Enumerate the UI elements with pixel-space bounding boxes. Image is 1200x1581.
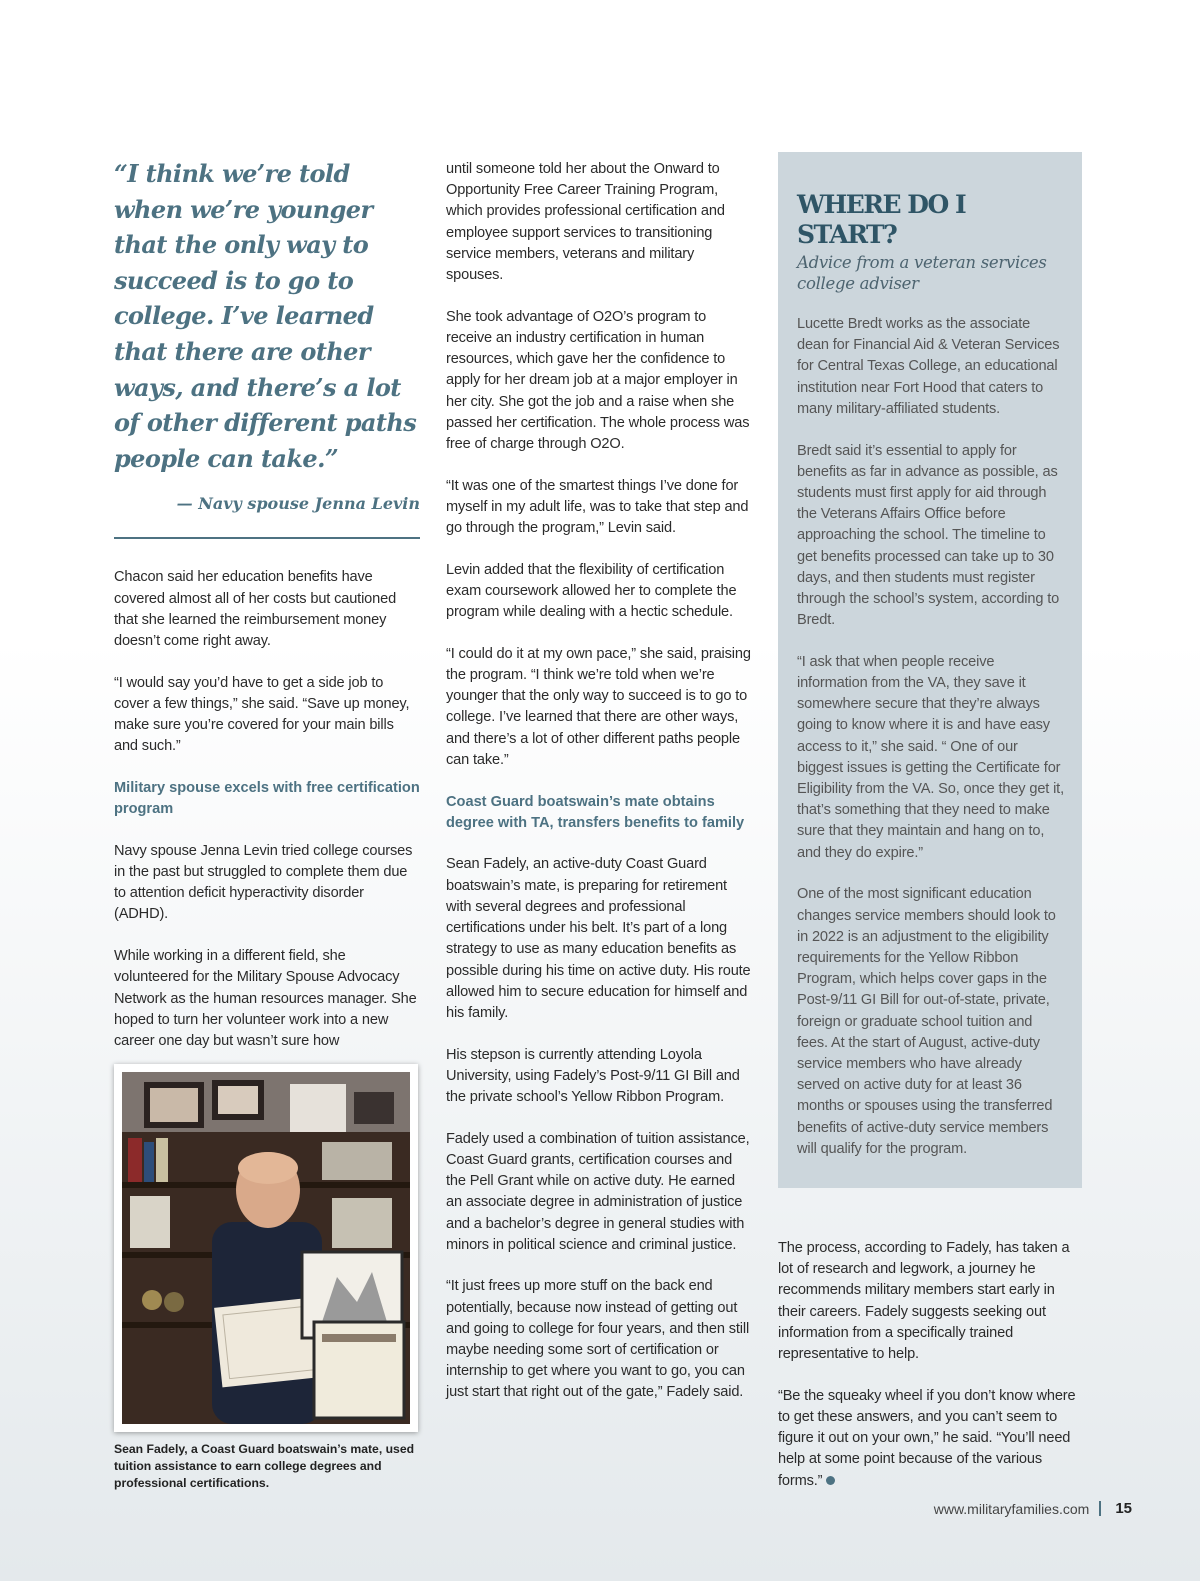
paragraph: His stepson is currently attending Loyola University, using Fadely’s Post-9/11 GI Bill and the private school’s Yellow Ribbon Program. [446, 1046, 740, 1106]
page-footer [934, 1500, 1132, 1517]
paragraph: She took advantage of O2O’s program to receive an industry certification in human resources, which gave her the confidence to apply for her dream job at a major employer in her city. She got the job and a raise when she passed her certification. The whole process was free of charge through O2O. [446, 308, 750, 452]
sidebar-title: WHERE DO I START? [797, 190, 966, 249]
paragraph: Sean Fadely, an active-duty Coast Guard boatswain’s mate, is preparing for retirement with several degrees and professional certifications under his belt. It’s part of a long strategy to use as many education benefits as possible during his time on active duty. His route allowed him to secure education for himself and his family. [446, 856, 751, 1021]
subheading: Military spouse excels with free certification program [114, 779, 420, 818]
end-mark-icon [826, 1476, 835, 1485]
paragraph: Chacon said her education benefits have covered almost all of her costs but cautioned that she learned the reimbursement money doesn’t come right away. [114, 569, 397, 649]
subheading: Coast Guard boatswain’s mate obtains degree with TA, transfers benefits to family [446, 793, 745, 831]
paragraph: Bredt said it’s essential to apply for benefits as far in advance as possible, as students must first apply for aid through the Veterans Affairs Office before approaching the school. The timeline to get benefits processed can take up to 30 days, and then students must register through the school’s system, according to Bredt. [797, 442, 1060, 629]
paragraph-final [778, 1386, 1086, 1492]
paragraph: While working in a different field, she volunteered for the Military Spouse Advocacy Network as the human resources manager. She hoped to turn her volunteer work into a new career one day but wasn’t sure how [114, 948, 417, 1049]
pull-quote-attribution: — Navy spouse Jenna Levin [176, 494, 420, 514]
paragraph: until someone told her about the Onward to Opportunity Free Career Training Program, which provides professional certification and employee support services to transitioning service members, veterans and military spouses. [446, 161, 725, 284]
pull-quote: “I think we’re told when we’re younger that the only way to succeed is to go to college. I’ve learned that there are other ways, and there’s a lot of other different paths people can take.” [114, 159, 417, 473]
paragraph: “I ask that when people receive information from the VA, they save it somewhere secure that they’re always going to know where it is and have easy access to it,” she said. “ One of our biggest issues is getting the Certificate for Eligibility from the VA. So, once they get it, that’s something that they need to make sure that they maintain and hang on to, and they do expire.” [797, 653, 1064, 861]
sidebar-subtitle: Advice from a veteran services college adviser [797, 253, 1047, 293]
photo-caption: Sean Fadely, a Coast Guard boatswain’s mate, used tuition assistance to earn college degrees and professional certifications. [114, 1442, 415, 1491]
website-link[interactable]: www.militaryfamilies.com [933, 1500, 1090, 1517]
paragraph-text: “Be the squeaky wheel if you don’t know where to get these answers, and you can’t seem to figure it out on your own,” he said. “You’ll need help at some point because of the various forms.” [778, 1387, 1076, 1489]
divider-rule [114, 537, 420, 539]
photo-sean-fadely [122, 1072, 410, 1424]
paragraph: One of the most significant education changes service members should look to in 2022 is an adjustment to the eligibility requirements for the Yellow Ribbon Program, which helps cover gaps in the Post-9/11 GI Bill for out-of-state, private, foreign or graduate school tuition and fees. At the start of August, active-duty service members who have already served on active duty for at least 36 months or spouses using the transferred benefits of active-duty service members will qualify for the program. [797, 886, 1056, 1157]
paragraph: “It just frees up more stuff on the back end potentially, because now instead of getting out and going to college for four years, and then still maybe needing some sort of certification or internship to get where you want to go, you can just start that right out of the gate,” Fadely said. [446, 1278, 750, 1401]
sidebar-box [778, 152, 1082, 1188]
paragraph: The process, according to Fadely, has taken a lot of research and legwork, a journey he recommends military members start early in their careers. Fadely suggests seeking out information from a specifically trained representative to help. [778, 1240, 1070, 1363]
paragraph: “I would say you’d have to get a side job to cover a few things,” she said. “Save up money, make sure you’re covered for your main bills and such.” [114, 674, 410, 755]
column-2 [446, 159, 754, 1424]
paragraph: Lucette Bredt works as the associate dean for Financial Aid & Veteran Services for Central Texas College, an educational institution near Fort Hood that caters to many military-affiliated students. [797, 316, 1060, 417]
page-number: 15 [1115, 1500, 1132, 1517]
photo-frame [114, 1064, 418, 1432]
paragraph: Levin added that the flexibility of certification exam coursework allowed her to complete the program while dealing with a hectic schedule. [446, 561, 737, 621]
column-1 [114, 156, 420, 1492]
paragraph: Navy spouse Jenna Levin tried college courses in the past but struggled to complete them due to attention deficit hyperactivity disorder (ADHD). [114, 842, 413, 923]
footer-divider [1099, 1501, 1101, 1516]
paragraph: “I could do it at my own pace,” she said, praising the program. “I think we’re told when we’re younger that the only way to succeed is to go to college. I’ve learned that there are other ways, and there’s a lot of other different paths people can take.” [446, 645, 751, 768]
paragraph: “It was one of the smartest things I’ve done for myself in my adult life, was to take that step and go through the program,” Levin said. [446, 477, 749, 537]
column-3 [778, 1238, 1086, 1512]
paragraph: Fadely used a combination of tuition assistance, Coast Guard grants, certification courses and the Pell Grant while on active duty. He earned an associate degree in administration of justice and a bachelor’s degree in general studies with minors in political science and criminal justice. [446, 1130, 750, 1253]
